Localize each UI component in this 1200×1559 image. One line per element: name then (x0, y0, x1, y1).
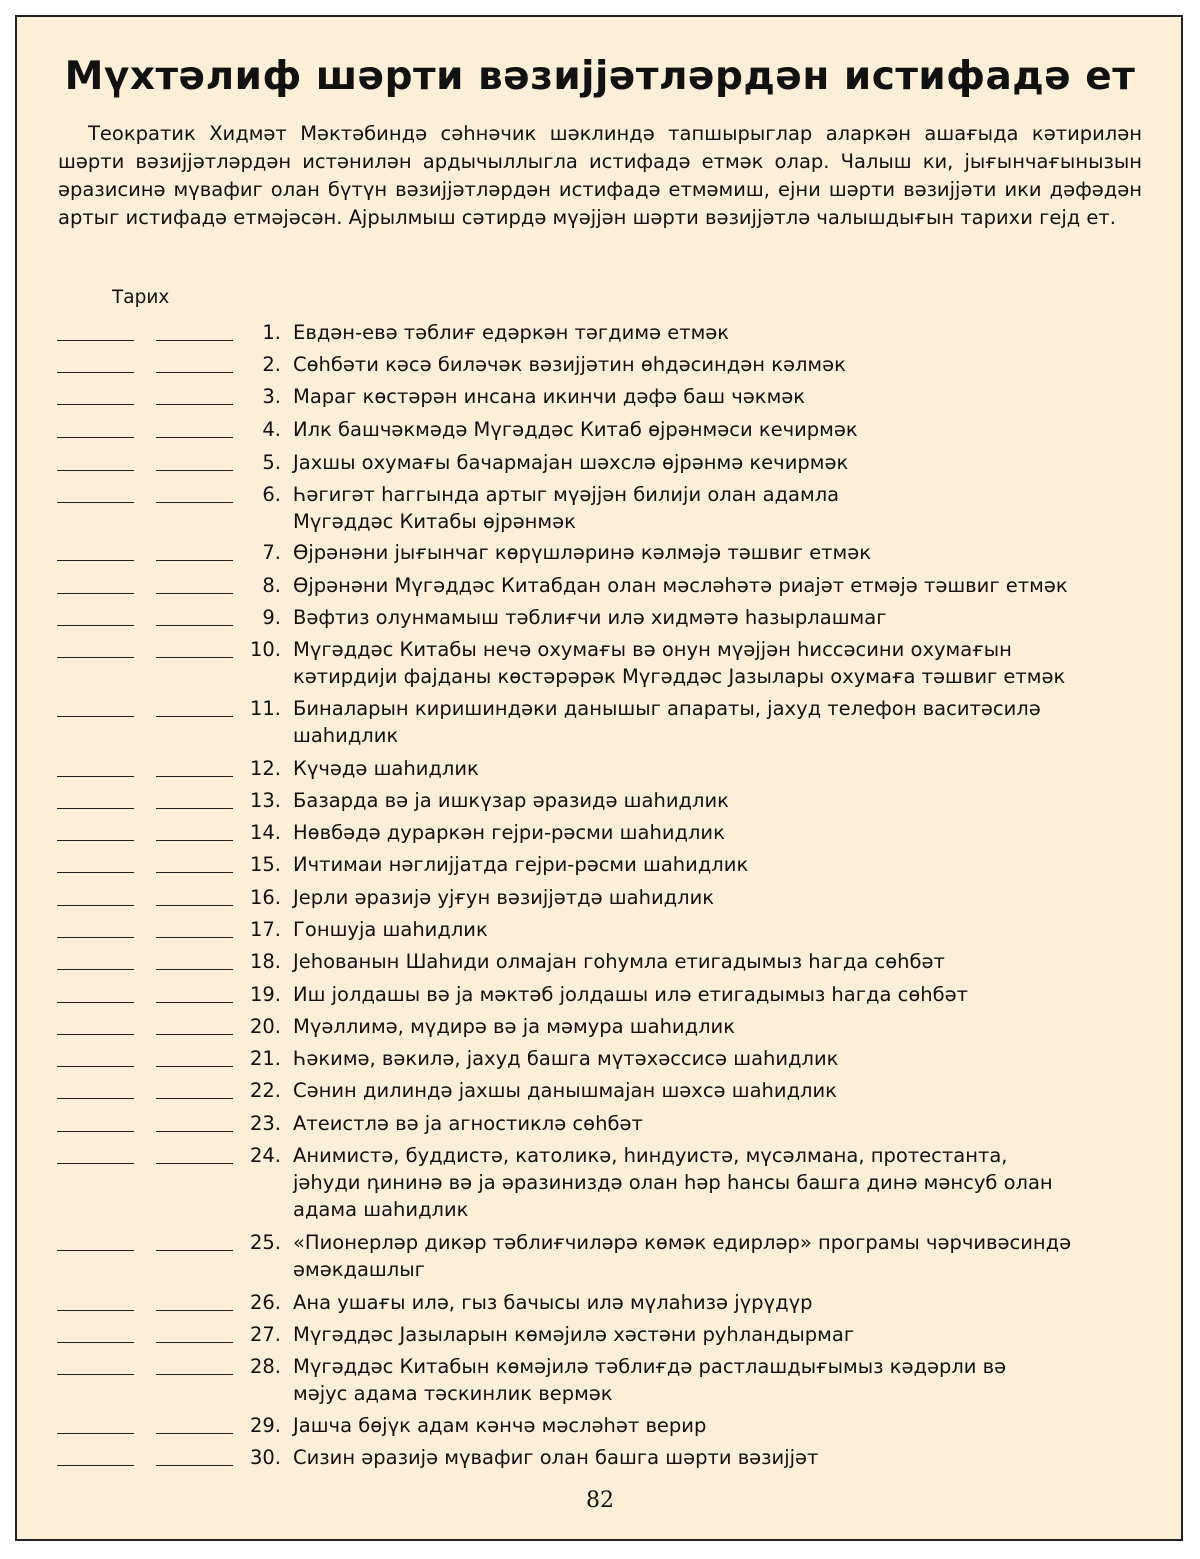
list-item (0, 916, 1200, 946)
date-blank-2[interactable] (156, 716, 233, 717)
date-blank-1[interactable] (57, 1374, 134, 1375)
date-blank-1[interactable] (57, 560, 134, 561)
list-item (0, 1229, 1200, 1281)
item-text: Гоншуја шаһидлик (293, 918, 488, 941)
item-text: Сөһбәти кәсә биләчәк вәзијјәтин өһдәсиндән кәлмәк (293, 353, 846, 376)
item-number: 21. (249, 1047, 281, 1070)
date-blank-2[interactable] (156, 560, 233, 561)
item-number: 15. (249, 853, 281, 876)
list-item (0, 604, 1200, 634)
date-blank-2[interactable] (156, 1310, 233, 1311)
date-blank-2[interactable] (156, 657, 233, 658)
item-number: 4. (262, 418, 281, 441)
item-number: 26. (249, 1291, 281, 1314)
item-number: 8. (262, 574, 281, 597)
date-blank-2[interactable] (156, 502, 233, 503)
item-number: 16. (249, 886, 281, 909)
date-blank-2[interactable] (156, 1131, 233, 1132)
item-text: Мүгәддәс Јазыларын көмәјилә хәстәни руһландырмаг (293, 1323, 855, 1346)
item-number: 10. (249, 638, 281, 661)
date-blank-2[interactable] (156, 593, 233, 594)
date-blank-2[interactable] (156, 808, 233, 809)
item-number: 1. (262, 321, 281, 344)
item-text: Вәфтиз олунмамыш тәблиғчи илә хидмәтә һазырлашмаг (293, 606, 887, 629)
item-text: «Пионерләр дикәр тәблиғчиләрә көмәк едирләр» програмы чәрчивәсиндә әмәкдашлыг (293, 1231, 1072, 1281)
date-blank-2[interactable] (156, 1002, 233, 1003)
item-text: Атеистлә вә ја агностиклә сөһбәт (293, 1112, 643, 1135)
item-text: Өјрәнәни Мүгәддәс Китабдан олан мәсләһәтә риајәт етмәјә тәшвиг етмәк (293, 574, 1068, 597)
list-item (0, 695, 1200, 747)
item-number: 20. (249, 1015, 281, 1038)
list-item (0, 1110, 1200, 1140)
date-blank-1[interactable] (57, 872, 134, 873)
item-number: 19. (249, 983, 281, 1006)
item-text: Һәкимә, вәкилә, јахуд башга мүтәхәссисә шаһидлик (293, 1047, 839, 1070)
date-blank-1[interactable] (57, 1433, 134, 1434)
item-number: 23. (249, 1112, 281, 1135)
date-blank-1[interactable] (57, 404, 134, 405)
date-blank-1[interactable] (57, 625, 134, 626)
date-blank-2[interactable] (156, 1250, 233, 1251)
item-text: Јеһованын Шаһиди олмајан гоһумла етигадымыз һагда сөһбәт (293, 950, 945, 973)
date-blank-2[interactable] (156, 872, 233, 873)
page-title: Мүхтәлиф шәрти вәзијјәтләрдән истифадә ет (64, 54, 1136, 99)
date-blank-2[interactable] (156, 969, 233, 970)
date-blank-2[interactable] (156, 470, 233, 471)
item-text: Евдән-евә тәблиғ едәркән тәгдимә етмәк (293, 321, 730, 344)
date-blank-2[interactable] (156, 625, 233, 626)
date-blank-2[interactable] (156, 1374, 233, 1375)
item-number: 27. (249, 1323, 281, 1346)
date-blank-1[interactable] (57, 657, 134, 658)
date-blank-1[interactable] (57, 776, 134, 777)
date-blank-1[interactable] (57, 593, 134, 594)
list-item (0, 539, 1200, 569)
date-blank-1[interactable] (57, 502, 134, 503)
item-text: Һәгигәт һаггында артыг мүәјјән билији олан адамла Мүгәддәс Китабы өјрәнмәк (293, 483, 840, 533)
date-blank-2[interactable] (156, 1066, 233, 1067)
list-item (0, 1412, 1200, 1442)
date-blank-1[interactable] (57, 1250, 134, 1251)
item-number: 30. (249, 1446, 281, 1469)
list-item (0, 787, 1200, 817)
date-blank-1[interactable] (57, 1034, 134, 1035)
date-blank-2[interactable] (156, 1342, 233, 1343)
item-number: 28. (249, 1355, 281, 1378)
item-number: 12. (249, 757, 281, 780)
item-number: 6. (262, 483, 281, 506)
date-blank-1[interactable] (57, 1342, 134, 1343)
item-text: Јерли әразијә ујғун вәзијјәтдә шаһидлик (293, 886, 715, 909)
item-text: Базарда вә ја ишкүзар әразидә шаһидлик (293, 789, 729, 812)
item-number: 5. (262, 451, 281, 474)
item-text: Мараг көстәрән инсана икинчи дәфә баш чәкмәк (293, 385, 806, 408)
item-text: Мүгәддәс Китабы нечә охумағы вә онун мүәјјән һиссәсини охумағын кәтирдији фајданы көстәрәрәк Мүгәддәс Јазылары охумаға тәшвиг етмәк (293, 638, 1066, 688)
item-text: Анимистә, буддистә, католикә, һиндуистә, мүсәлмана, протестанта, јәһуди դининә вә ја әразиниздә олан һәр һансы башга динә мәнсуб олан адама шаһидлик (293, 1144, 1053, 1221)
item-text: Сәнин дилиндә јахшы данышмајан шәхсә шаһидлик (293, 1079, 837, 1102)
date-blank-1[interactable] (57, 1163, 134, 1164)
list-item (0, 1142, 1200, 1221)
item-number: 24. (249, 1144, 281, 1167)
item-text: Өјрәнәни јығынчаг көрүшләринә кәлмәјә тәшвиг етмәк (293, 541, 872, 564)
date-blank-1[interactable] (57, 340, 134, 341)
date-blank-2[interactable] (156, 1433, 233, 1434)
item-text: Јашча бөјүк адам кәнчә мәсләһәт верир (293, 1414, 707, 1437)
list-item (0, 481, 1200, 533)
list-item (0, 884, 1200, 914)
list-item (0, 851, 1200, 881)
date-blank-2[interactable] (156, 1098, 233, 1099)
date-blank-1[interactable] (57, 716, 134, 717)
item-number: 22. (249, 1079, 281, 1102)
date-blank-1[interactable] (57, 470, 134, 471)
date-blank-2[interactable] (156, 437, 233, 438)
item-number: 14. (249, 821, 281, 844)
item-text: Јахшы охумағы бачармајан шәхслә өјрәнмә кечирмәк (293, 451, 849, 474)
date-blank-2[interactable] (156, 1465, 233, 1466)
item-number: 29. (249, 1414, 281, 1437)
list-item (0, 383, 1200, 413)
date-blank-2[interactable] (156, 404, 233, 405)
date-blank-2[interactable] (156, 1163, 233, 1164)
item-number: 7. (262, 541, 281, 564)
item-number: 13. (249, 789, 281, 812)
item-text: Сизин әразијә мүвафиг олан башга шәрти вәзијјәт (293, 1446, 819, 1469)
list-item (0, 319, 1200, 349)
item-text: Мүәллимә, мүдирә вә ја мәмура шаһидлик (293, 1015, 736, 1038)
date-blank-2[interactable] (156, 776, 233, 777)
date-blank-1[interactable] (57, 937, 134, 938)
date-blank-1[interactable] (57, 905, 134, 906)
item-number: 25. (249, 1231, 281, 1254)
date-blank-2[interactable] (156, 905, 233, 906)
list-item (0, 981, 1200, 1011)
date-blank-2[interactable] (156, 840, 233, 841)
date-blank-1[interactable] (57, 808, 134, 809)
date-blank-1[interactable] (57, 372, 134, 373)
item-number: 2. (262, 353, 281, 376)
item-number: 17. (249, 918, 281, 941)
list-item (0, 1321, 1200, 1351)
date-blank-1[interactable] (57, 1131, 134, 1132)
date-blank-1[interactable] (57, 1465, 134, 1466)
date-blank-2[interactable] (156, 1034, 233, 1035)
list-item (0, 351, 1200, 381)
item-text: Нөвбәдә дураркән гејри-рәсми шаһидлик (293, 821, 725, 844)
item-text: Күчәдә шаһидлик (293, 757, 479, 780)
list-item (0, 449, 1200, 479)
list-item (0, 1444, 1200, 1474)
item-number: 9. (262, 606, 281, 629)
item-number: 3. (262, 385, 281, 408)
item-text: Илк башчәкмәдә Мүгәддәс Китаб өјрәнмәси кечирмәк (293, 418, 858, 441)
item-text: Биналарын киришиндәки данышыг апараты, јахуд телефон васитәсилә шаһидлик (293, 697, 1041, 747)
list-item (0, 948, 1200, 978)
item-text: Ана ушағы илә, гыз бачысы илә мүлаһизә јүрүдүр (293, 1291, 813, 1314)
intro-paragraph: Теократик Хидмәт Мәктәбиндә сәһнәчик шәклиндә тапшырыглар аларкән ашағыда кәтирилән шәрти вәзијјәтләрдән истәнилән ардычыллыгла истифадә етмәк олар. Чалыш ки, јығынчағынызын әразисинә мүвафиг олан бүтүн вәзијјәтләрдән истифадә етмәмиш, ејни шәрти вәзијјәти ики дәфәдән артыг истифадә етмәјәсән. Ајрылмыш сәтирдә мүәјјән шәрти вәзијјәтлә чалышдығын тарихи гејд ет. (58, 122, 1142, 229)
date-blank-2[interactable] (156, 340, 233, 341)
item-number: 11. (249, 697, 281, 720)
list-item (0, 1353, 1200, 1405)
item-number: 18. (249, 950, 281, 973)
list-item (0, 1289, 1200, 1319)
list-item (0, 1013, 1200, 1043)
page-number: 82 (586, 1488, 614, 1513)
list-item (0, 416, 1200, 446)
date-blank-1[interactable] (57, 840, 134, 841)
date-blank-1[interactable] (57, 1002, 134, 1003)
list-item (0, 819, 1200, 849)
list-item (0, 572, 1200, 602)
item-text: Иш јолдашы вә ја мәктәб јолдашы илә етигадымыз һагда сөһбәт (293, 983, 968, 1006)
date-blank-2[interactable] (156, 937, 233, 938)
date-blank-2[interactable] (156, 372, 233, 373)
date-column-header: Тарих (112, 287, 170, 308)
date-blank-1[interactable] (57, 1066, 134, 1067)
date-blank-1[interactable] (57, 969, 134, 970)
list-item (0, 636, 1200, 688)
date-blank-1[interactable] (57, 1098, 134, 1099)
list-item (0, 755, 1200, 785)
list-item (0, 1045, 1200, 1075)
item-text: Ичтимаи нәглијјатда гејри-рәсми шаһидлик (293, 853, 749, 876)
date-blank-1[interactable] (57, 437, 134, 438)
item-text: Мүгәддәс Китабын көмәјилә тәблиғдә растлашдығымыз кәдәрли вә мәјус адама тәскинлик вермәк (293, 1355, 1007, 1405)
list-item (0, 1077, 1200, 1107)
date-blank-1[interactable] (57, 1310, 134, 1311)
